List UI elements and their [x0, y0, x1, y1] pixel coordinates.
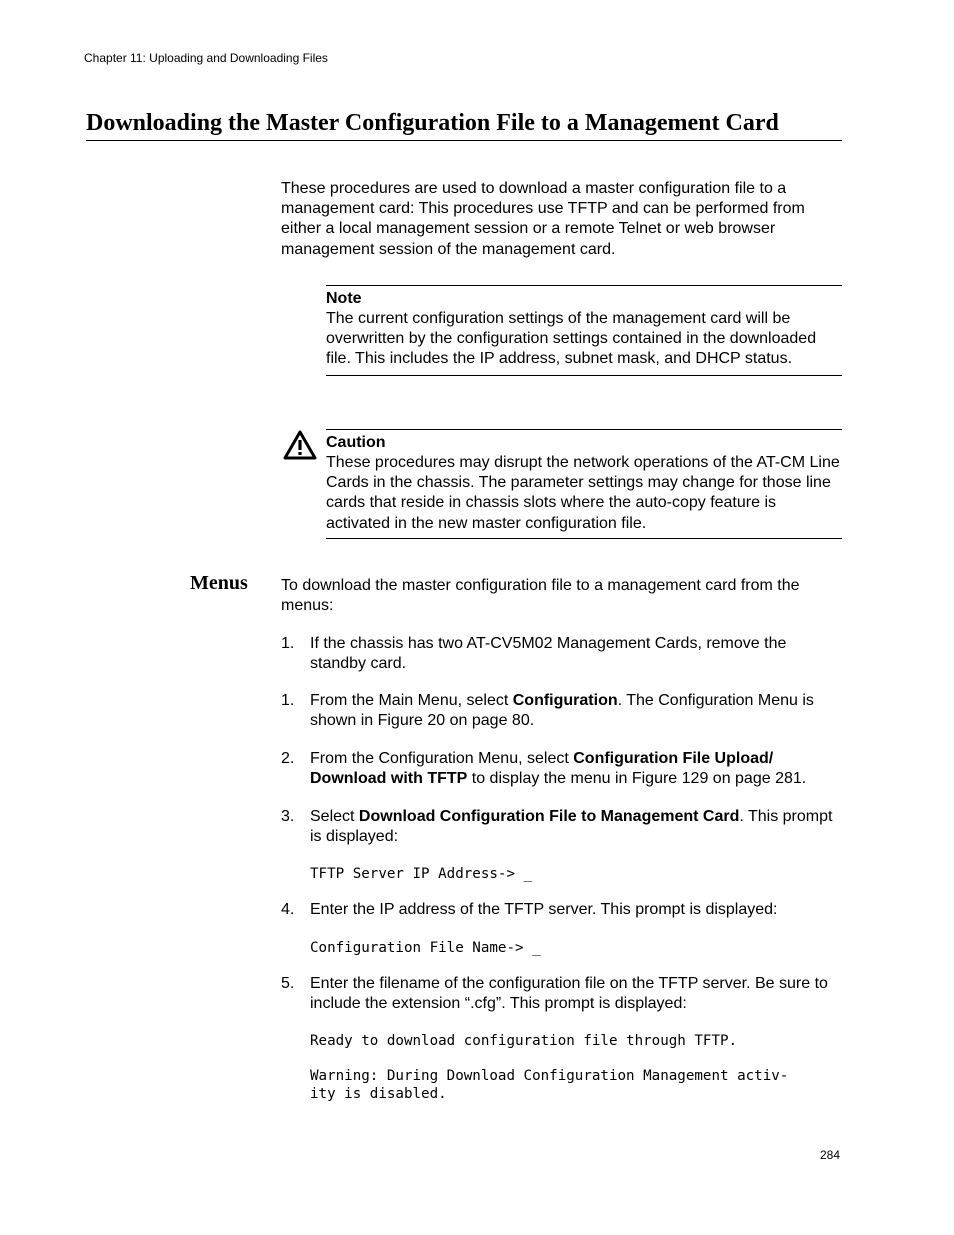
step-text: Enter the filename of the configuration file on the TFTP server. Be sure to include the extension “.cfg”. This prompt is displayed: — [310, 975, 828, 1013]
step-text: From the Main Menu, select Configuration. The Configuration Menu is shown in Figure 20 on page 80. — [310, 692, 814, 730]
step-item — [281, 974, 843, 1014]
step-text: Select Download Configuration File to Management Card. This prompt is displayed: — [310, 808, 833, 846]
note-text: The current configuration settings of the management card will be overwritten by the configuration settings contained in the downloaded file. This includes the IP address, subnet mask, and DHCP status. — [326, 310, 817, 368]
caution-heading: Caution — [326, 434, 386, 451]
step-item — [281, 749, 843, 789]
step-number: 1. — [281, 635, 295, 652]
step-number: 3. — [281, 808, 295, 825]
step-text: If the chassis has two AT-CV5M02 Management Cards, remove the standby card. — [310, 635, 787, 673]
step-number: 2. — [281, 750, 295, 767]
step-text: Enter the IP address of the TFTP server. This prompt is displayed: — [310, 901, 778, 918]
tftp-server-prompt: TFTP Server IP Address-> _ — [310, 866, 533, 882]
section-title: Downloading the Master Configuration File to a Management Card — [86, 108, 842, 141]
note-box — [326, 285, 842, 376]
warning-triangle-icon — [283, 430, 317, 460]
step-item — [281, 807, 843, 847]
running-head: Chapter 11: Uploading and Downloading Files — [84, 51, 328, 65]
page-number: 284 — [820, 1148, 841, 1162]
caution-box — [326, 429, 842, 539]
step-number: 5. — [281, 975, 295, 992]
intro-paragraph: These procedures are used to download a master configuration file to a management card: This procedures use TFTP and can be performed from either a local management session or a remote Telnet or web browser management session of the management card. — [281, 180, 805, 258]
menus-heading: Menus — [190, 572, 248, 594]
step-item — [281, 900, 843, 920]
file-name-prompt: Configuration File Name-> _ — [310, 940, 541, 956]
menus-intro: To download the master configuration file to a management card from the menus: — [281, 577, 800, 615]
step-item — [281, 634, 843, 674]
step-item — [281, 691, 843, 731]
caution-text: These procedures may disrupt the network operations of the AT-CM Line Cards in the chassis. The parameter settings may change for those line cards that reside in chassis slots where the auto-copy feature is activated in the new master configuration file. — [326, 454, 840, 532]
step-number: 1. — [281, 692, 295, 709]
note-heading: Note — [326, 290, 362, 307]
warning-message: Warning: During Download Configuration Management activ- ity is disabled. — [310, 1068, 789, 1102]
step-text: From the Configuration Menu, select Configuration File Upload/ Download with TFTP to display the menu in Figure 129 on page 281. — [310, 750, 807, 788]
ready-message: Ready to download configuration file through TFTP. — [310, 1033, 738, 1049]
step-number: 4. — [281, 901, 295, 918]
